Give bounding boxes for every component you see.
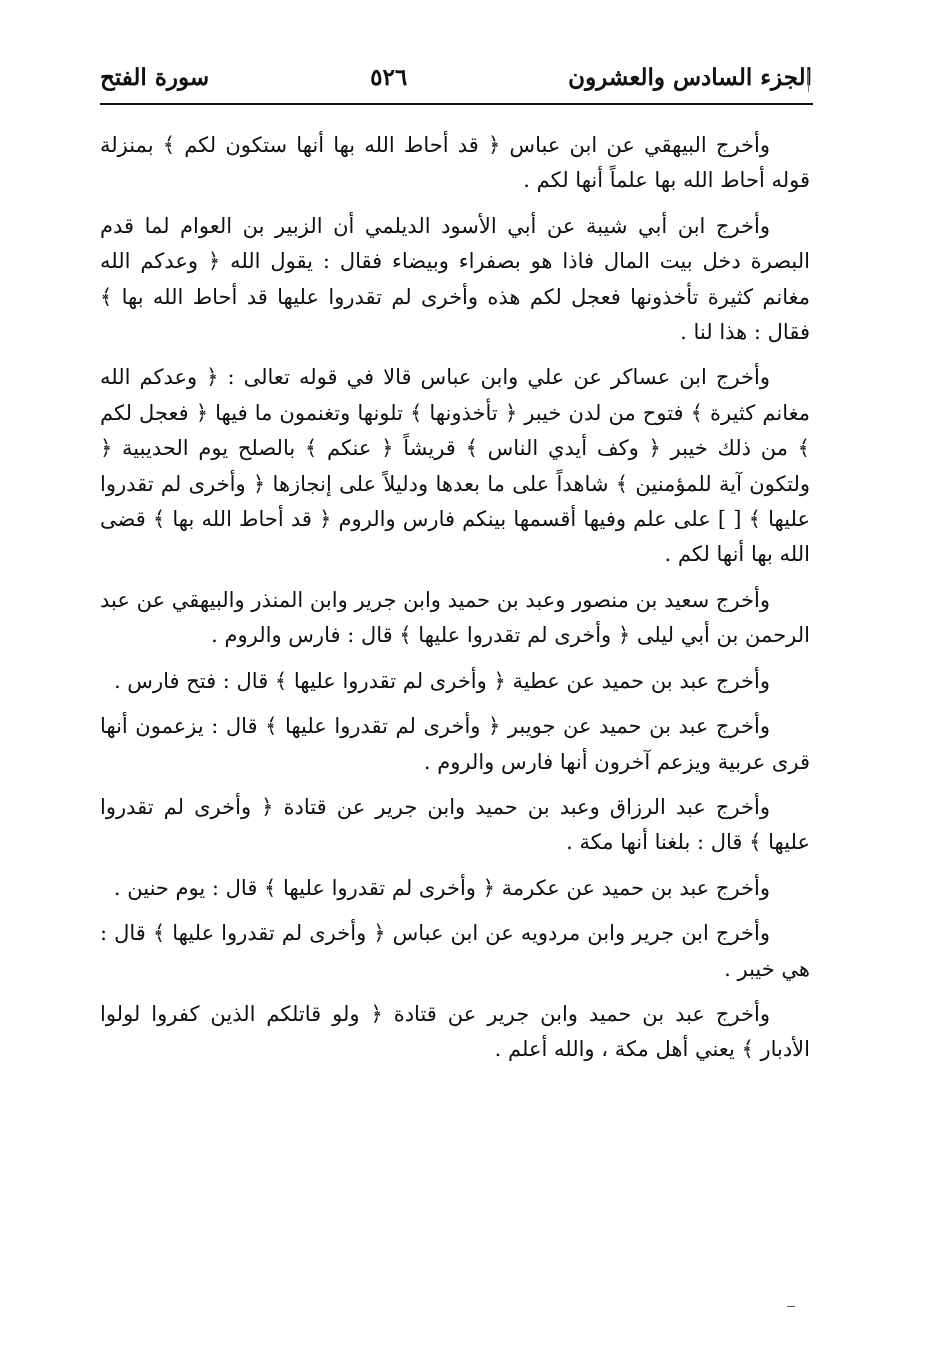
page-number: ٥٢٦	[370, 63, 408, 91]
paragraph: وأخرج عبد بن حميد عن عطية ﴿ وأخرى لم تقدروا عليها ﴾ قال : فتح فارس .	[113, 668, 770, 693]
paragraph: وأخرج ابن عساكر عن علي وابن عباس قالا في قوله تعالى : ﴿ وعدكم الله مغانم كثيرة ﴾ فتوح من لدن خيبر ﴿ تأخذونها ﴾ تلونها وتغنمون ما فيها ﴿ فعجل لكم ﴾ من ذلك خيبر ﴿ وكف أيدي الناس ﴾ قريشاً ﴿ عنكم ﴾ بالصلح يوم الحديبية ﴿ ولتكون آية للمؤمنين ﴾ شاهداً على ما بعدها ودليلاً على إنجازها ﴿ وأخرى لم تقدروا عليها ﴾ [ ] على علم وفيها أقسمها بينكم فارس والروم ﴿ قد أحاط الله بها ﴾ قضى الله بها أنها لكم .	[100, 365, 810, 567]
paragraph: وأخرج عبد بن حميد وابن جرير عن قتادة ﴿ ولو قاتلكم الذين كفروا لولوا الأدبار ﴾ يعني أهل مكة ، والله أعلم .	[100, 1001, 810, 1062]
paragraph: وأخرج سعيد بن منصور وعبد بن حميد وابن جرير وابن المنذر والبيهقي عن عبد الرحمن بن أبي ليلى ﴿ وأخرى لم تقدروا عليها ﴾ قال : فارس والروم .	[100, 587, 810, 648]
footer-mark	[787, 1306, 795, 1307]
paragraph: وأخرج ابن جرير وابن مردويه عن ابن عباس ﴿ وأخرى لم تقدروا عليها ﴾ قال : هي خيبر .	[100, 921, 810, 981]
running-head-surah: سورة الفتح	[100, 63, 210, 91]
page-body	[100, 128, 810, 1078]
margin-mark	[808, 70, 809, 92]
page-header	[100, 52, 812, 102]
paragraph: وأخرج عبد بن حميد عن جويبر ﴿ وأخرى لم تقدروا عليها ﴾ قال : يزعمون أنها قرى عربية ويزعم آخرون أنها فارس والروم .	[100, 714, 810, 774]
paragraph: وأخرج ابن أبي شيبة عن أبي الأسود الديلمي أن الزبير بن العوام لما قدم البصرة دخل بيت المال فاذا هو بصفراء وبيضاء فقال : يقول الله ﴿ وعدكم الله مغانم كثيرة تأخذونها فعجل لكم هذه وأخرى لم تقدروا عليها قد أحاط الله بها ﴾ فقال : هذا لنا .	[100, 213, 810, 345]
paragraph: وأخرج عبد بن حميد عن عكرمة ﴿ وأخرى لم تقدروا عليها ﴾ قال : يوم حنين .	[113, 875, 770, 900]
running-head-part: الجزء السادس والعشرون	[568, 63, 812, 91]
paragraph: وأخرج البيهقي عن ابن عباس ﴿ قد أحاط الله بها أنها ستكون لكم ﴾ بمنزلة قوله أحاط الله بها علماً أنها لكم .	[100, 133, 810, 193]
header-rule	[100, 103, 813, 105]
paragraph: وأخرج عبد الرزاق وعبد بن حميد وابن جرير عن قتادة ﴿ وأخرى لم تقدروا عليها ﴾ قال : بلغنا أنها مكة .	[100, 794, 810, 855]
